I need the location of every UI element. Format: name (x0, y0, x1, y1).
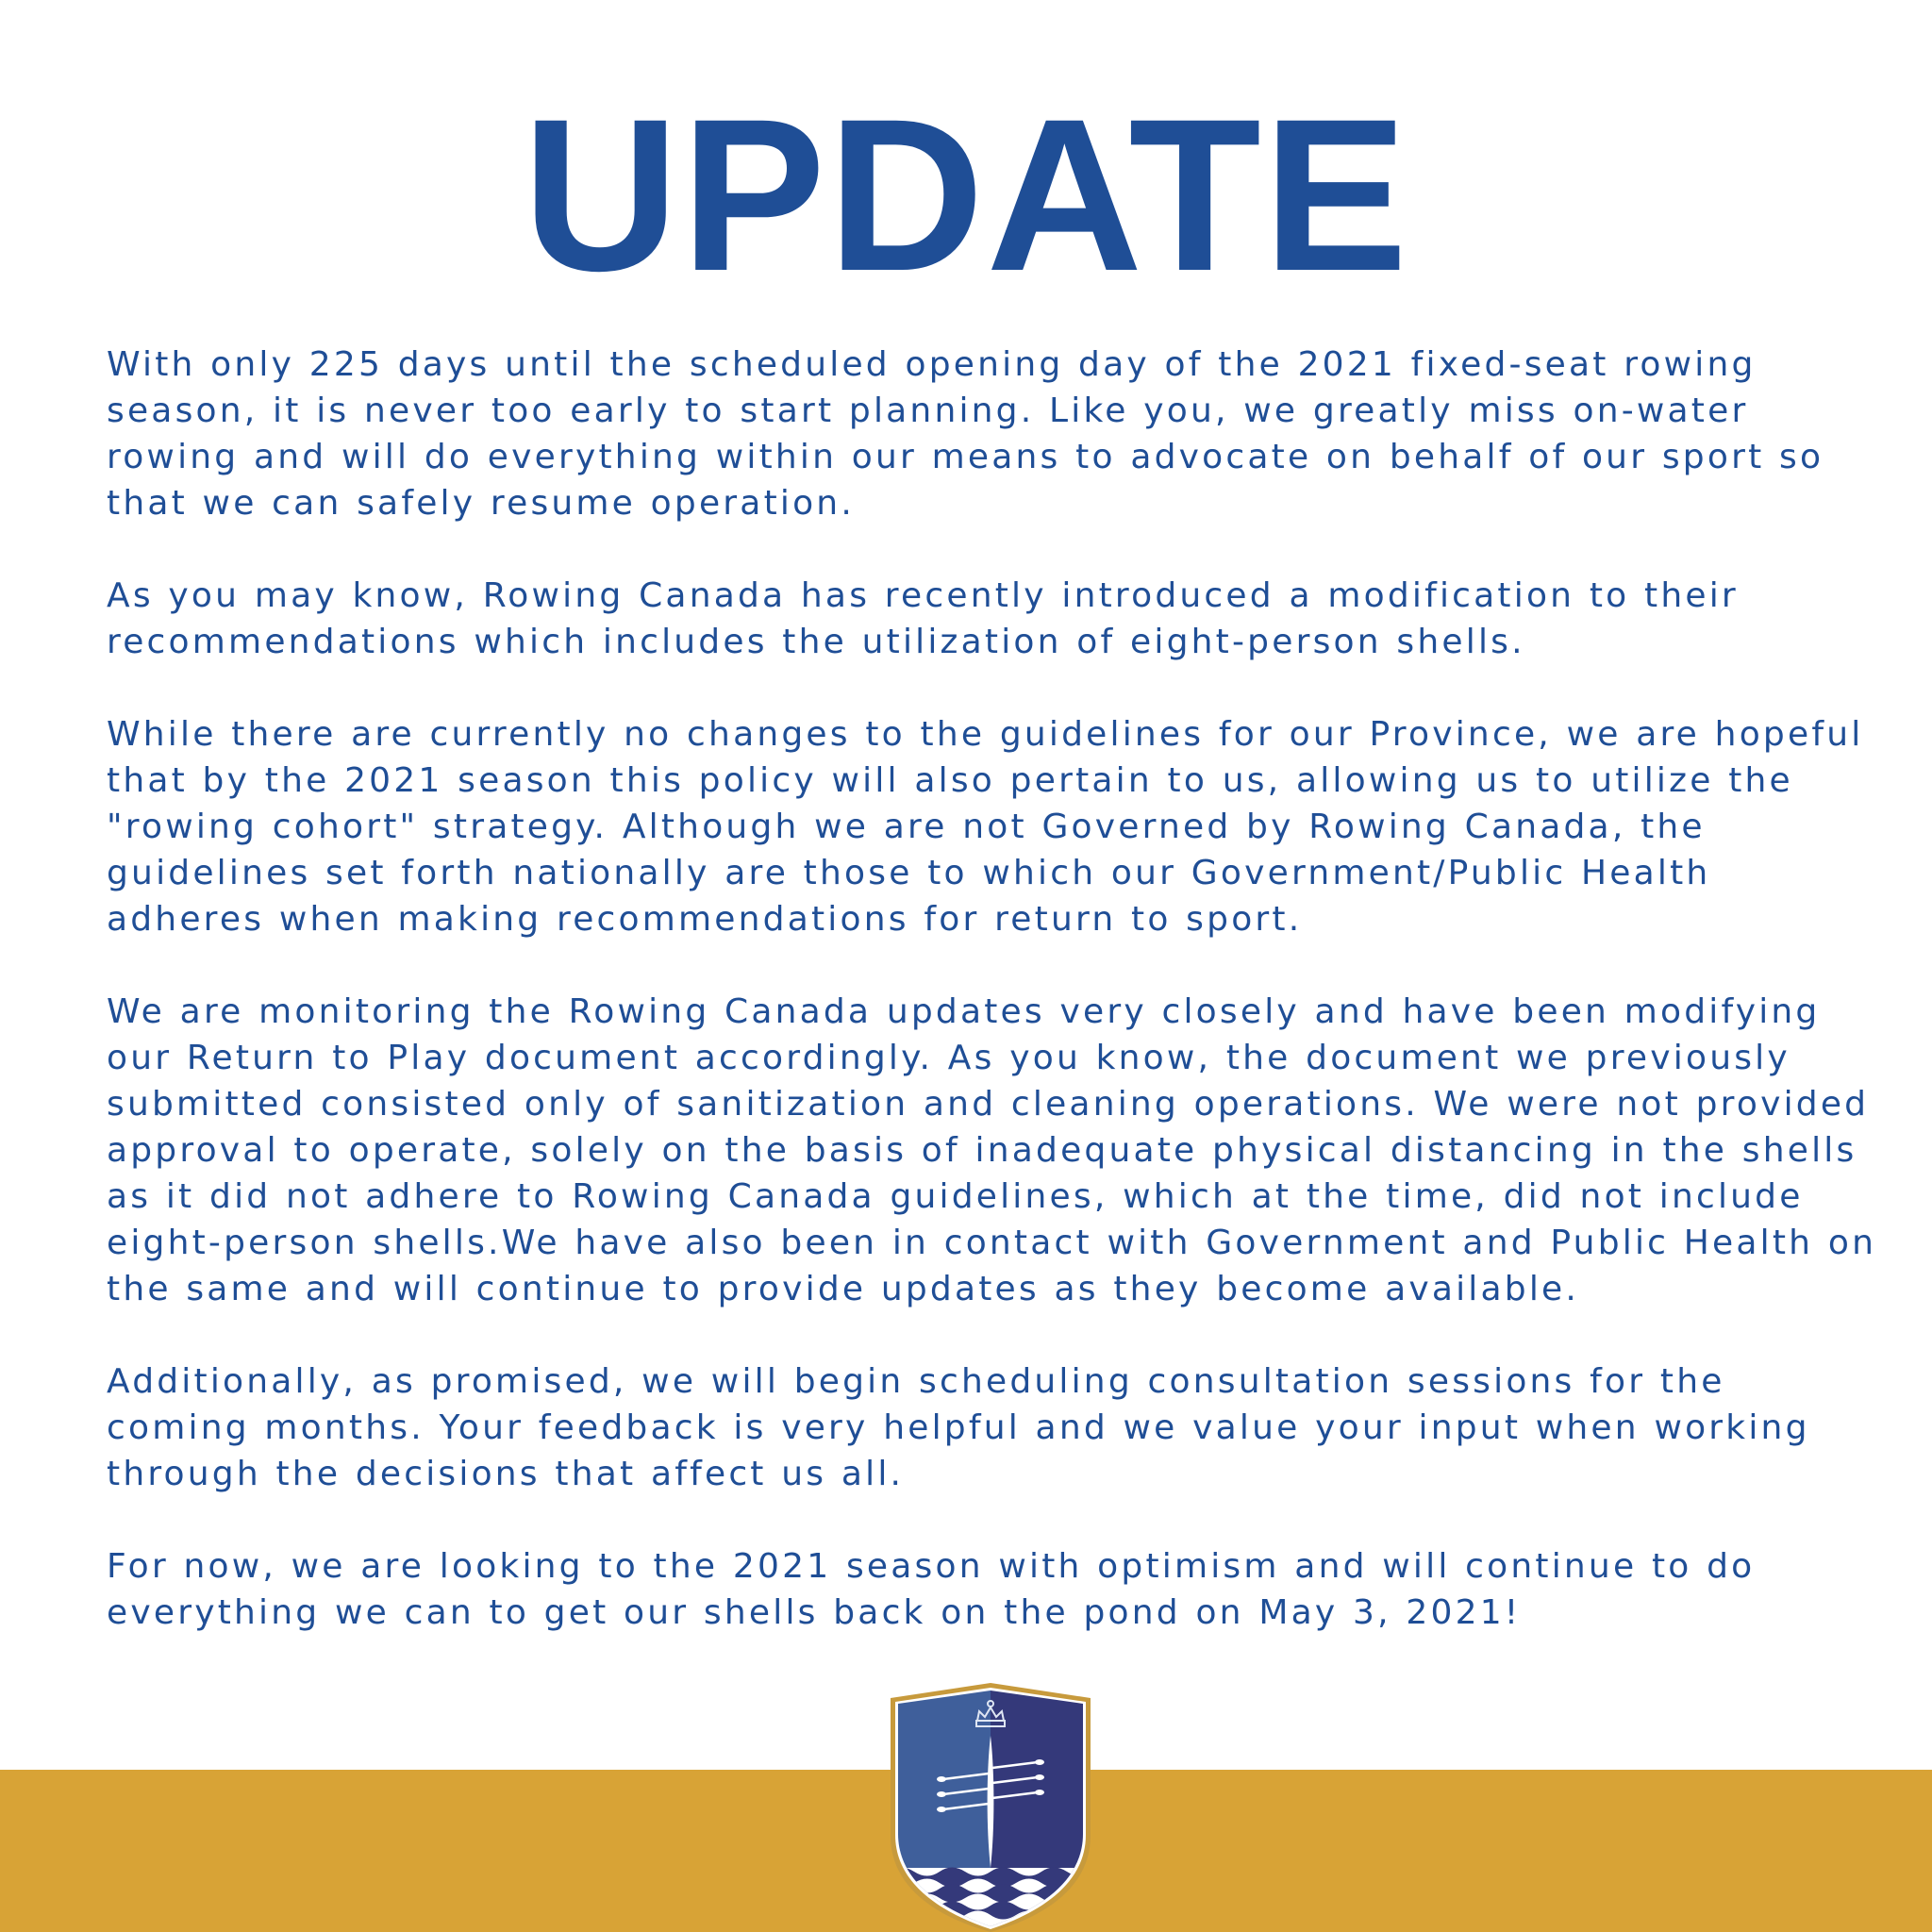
paragraph-season-countdown: With only 225 days until the scheduled opening day of the 2021 fixed-seat rowing season, it is never too early to start planning. Like you, we greatly miss on-water rowing and will do everything within our means to advocate on behalf of our sport so that we can safely resume operation. (107, 345, 1824, 523)
paragraph-rowing-canada-modification: As you may know, Rowing Canada has recently introduced a modification to their recommendations which includes the utilization of eight-person shells. (107, 576, 1739, 661)
paragraph-closing-optimism: For now, we are looking to the 2021 season with optimism and will continue to do everything we can to get our shells back on the pond on May 3, 2021! (107, 1547, 1756, 1632)
rowing-club-crest-icon (889, 1683, 1092, 1932)
paragraph-return-to-play: We are monitoring the Rowing Canada updates very closely and have been modifying our Return to Play document accordingly. As you know, the document we previously submitted consisted only of sanitization and cleaning operations. We were not provided approval to operate, solely on the basis of inadequate physical distancing in the shells as it did not adhere to Rowing Canada guidelines, which at the time, did not include eight-person shells.We have also been in contact with Government and Public Health on the same and will continue to provide updates as they become available. (107, 992, 1877, 1308)
paragraph-province-guidelines: While there are currently no changes to the guidelines for our Province, we are hopeful that by the 2021 season this policy will also pertain to us, allowing us to utilize the "rowing cohort" strategy. Although we are not Governed by Rowing Canada, the guidelines set forth nationally are those to which our Government/Public Health adheres when making recommendations for return to sport. (107, 715, 1864, 939)
announcement-body (107, 341, 1880, 1682)
paragraph-consultation-sessions: Additionally, as promised, we will begin scheduling consultation sessions for the coming months. Your feedback is very helpful and we value your input when working through the decisions that affect us all. (107, 1362, 1810, 1493)
page-title: UPDATE (522, 74, 1410, 316)
